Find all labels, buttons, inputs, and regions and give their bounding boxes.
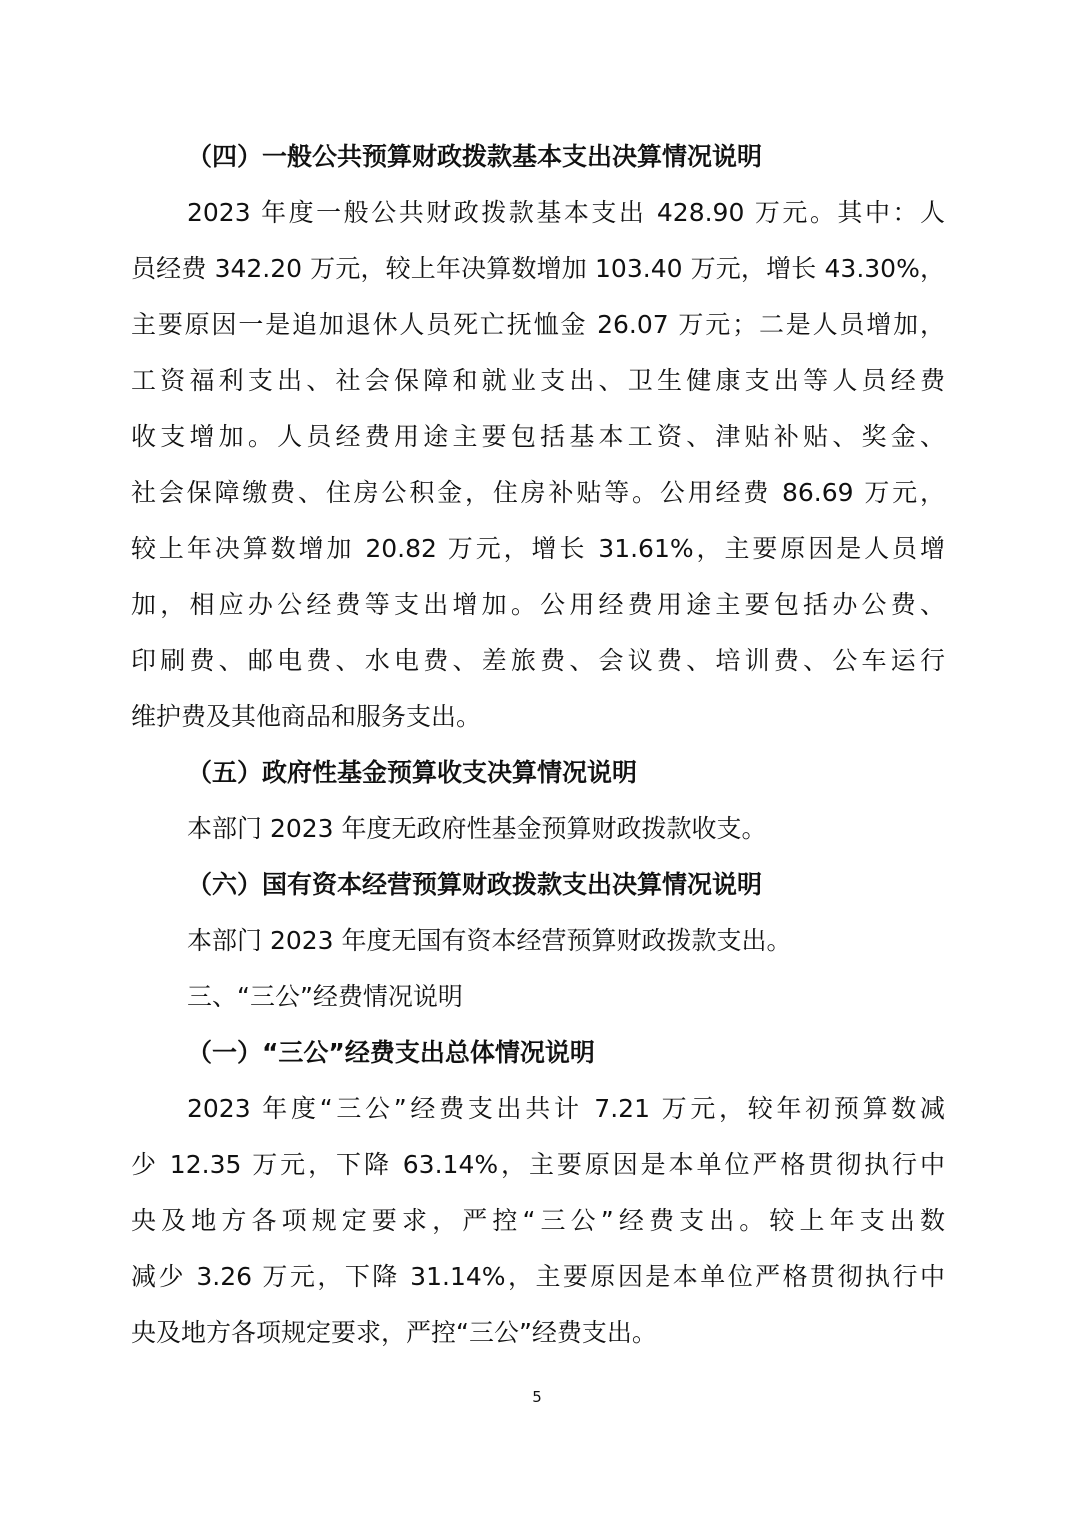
paragraph-line: 员经费 342.20 万元，较上年决算数增加 103.40 万元，增长 43.30%， xyxy=(131,254,945,283)
paragraph-line: 本部门 2023 年度无国有资本经营预算财政拨款支出。 xyxy=(187,926,792,955)
paragraph-line: 央及地方各项规定要求，严控“三公”经费支出。较上年支出数 xyxy=(131,1206,945,1235)
paragraph-line: 加，相应办公经费等支出增加。公用经费用途主要包括办公费、 xyxy=(131,590,945,619)
paragraph-line: 较上年决算数增加 20.82 万元，增长 31.61%，主要原因是人员增 xyxy=(131,534,945,563)
paragraph-line: 减少 3.26 万元，下降 31.14%，主要原因是本单位严格贯彻执行中 xyxy=(131,1262,945,1291)
paragraph-line: 收支增加。人员经费用途主要包括基本工资、津贴补贴、奖金、 xyxy=(131,422,945,451)
paragraph-line: 2023 年度“三公”经费支出共计 7.21 万元，较年初预算数减 xyxy=(187,1094,945,1123)
paragraph-line: 维护费及其他商品和服务支出。 xyxy=(131,702,482,731)
paragraph-line: 2023 年度一般公共财政拨款基本支出 428.90 万元。其中：人 xyxy=(187,198,945,227)
paragraph-line: 少 12.35 万元，下降 63.14%，主要原因是本单位严格贯彻执行中 xyxy=(131,1150,945,1179)
paragraph-line: 印刷费、邮电费、水电费、差旅费、会议费、培训费、公车运行 xyxy=(131,646,945,675)
heading-text: （六）国有资本经营预算财政拨款支出决算情况说明 xyxy=(187,870,763,899)
paragraph-line: 社会保障缴费、住房公积金，住房补贴等。公用经费 86.69 万元， xyxy=(131,478,945,507)
heading-text: （五）政府性基金预算收支决算情况说明 xyxy=(187,758,638,787)
paragraph-line: 主要原因一是追加退休人员死亡抚恤金 26.07 万元；二是人员增加， xyxy=(131,310,945,339)
paragraph-line: 本部门 2023 年度无政府性基金预算财政拨款收支。 xyxy=(187,814,767,843)
paragraph-line: 工资福利支出、社会保障和就业支出、卫生健康支出等人员经费 xyxy=(131,366,945,395)
page-number: 5 xyxy=(532,1388,542,1406)
heading-text: （四）一般公共预算财政拨款基本支出决算情况说明 xyxy=(187,142,763,171)
section-text: 三、“三公”经费情况说明 xyxy=(187,982,463,1011)
paragraph-line: 央及地方各项规定要求，严控“三公”经费支出。 xyxy=(131,1318,657,1347)
heading-text: （一）“三公”经费支出总体情况说明 xyxy=(187,1038,595,1067)
